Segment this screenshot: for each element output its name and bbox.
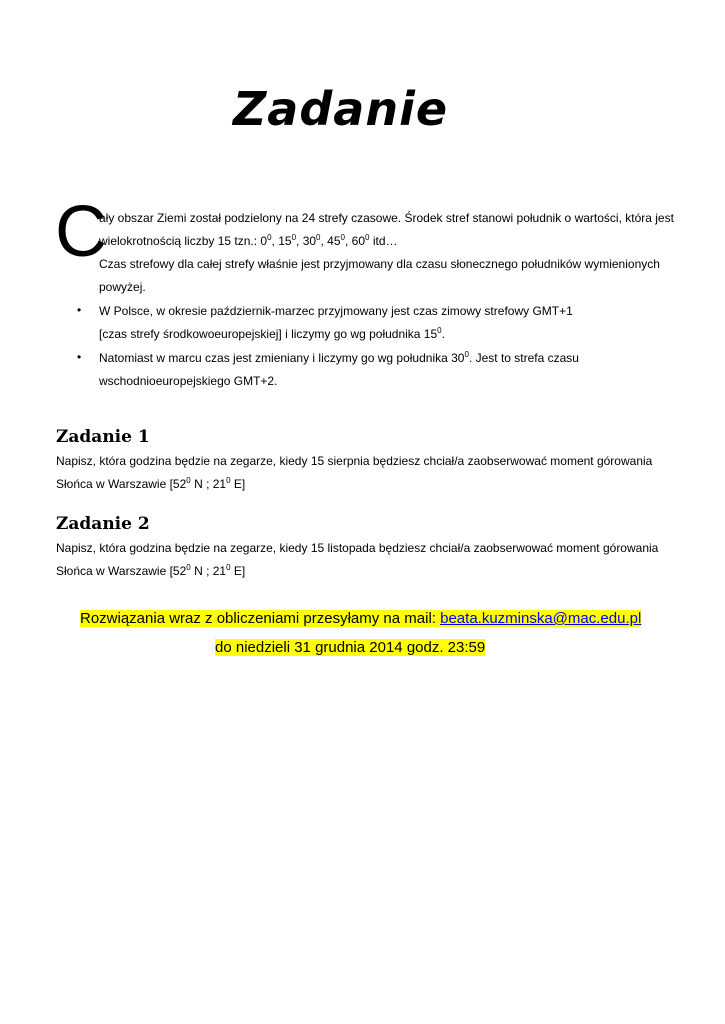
bullet-dot: • bbox=[77, 350, 82, 364]
intro-line-4: powyżej. bbox=[99, 280, 146, 294]
intro-line-3: Czas strefowy dla całej strefy właśnie jest przyjmowany dla czasu słonecznego południków wymienionych bbox=[99, 257, 660, 271]
bullet-1-line-2: [czas strefy środkowoeuropejskiej] i liczymy go wg południka $15^0$. bbox=[99, 326, 445, 341]
task-2-line-2: Słońca w Warszawie [$52^0$ N ; $21^0$ E] bbox=[56, 563, 246, 578]
bullet-1-line-1: W Polsce, w okresie październik-marzec przyjmowany jest czas zimowy strefowy GMT+1 bbox=[99, 304, 573, 318]
intro-line-2-text: wielokrotnością liczby 15 tzn.: 0 bbox=[99, 234, 268, 248]
submission-text: Rozwiązania wraz z obliczeniami przesyłamy na mail: bbox=[80, 610, 441, 627]
task-2-line-1: Napisz, która godzina będzie na zegarze, kiedy 15 listopada będziesz chciał/a zaobserwować moment górowania bbox=[56, 541, 659, 555]
email-link[interactable]: beata.kuzminska@mac.edu.pl bbox=[440, 610, 642, 627]
intro-line-2: wielokrotnością liczby 15 tzn.: $0^0$, $15^0$, $30^0$, $45^0$, $60^0$ itd… bbox=[99, 233, 398, 248]
drop-cap: C bbox=[55, 192, 107, 272]
task-2-heading: Zadanie 2 bbox=[56, 514, 150, 534]
page-title: Zadanie bbox=[232, 82, 449, 136]
intro-line-1: ały obszar Ziemi został podzielony na 24 strefy czasowe. Środek stref stanowi południk o wartości, która jest bbox=[99, 211, 674, 225]
task-1-line-1: Napisz, która godzina będzie na zegarze, kiedy 15 sierpnia będziesz chciał/a zaobserwować moment górowania bbox=[56, 454, 653, 468]
deadline-text: do niedzieli 31 grudnia 2014 godz. 23:59 bbox=[215, 639, 486, 656]
bullet-2-line-1: Natomiast w marcu czas jest zmieniany i liczymy go wg południka $30^0$. Jest to strefa czasu bbox=[99, 350, 579, 365]
bullet-dot: • bbox=[77, 303, 82, 317]
task-1-line-2: Słońca w Warszawie [$52^0$ N ; $21^0$ E] bbox=[56, 476, 246, 491]
deadline-line bbox=[215, 639, 485, 657]
task-1-heading: Zadanie 1 bbox=[56, 427, 150, 447]
submission-line bbox=[80, 610, 641, 628]
bullet-2-line-2: wschodnioeuropejskiego GMT+2. bbox=[99, 374, 278, 388]
